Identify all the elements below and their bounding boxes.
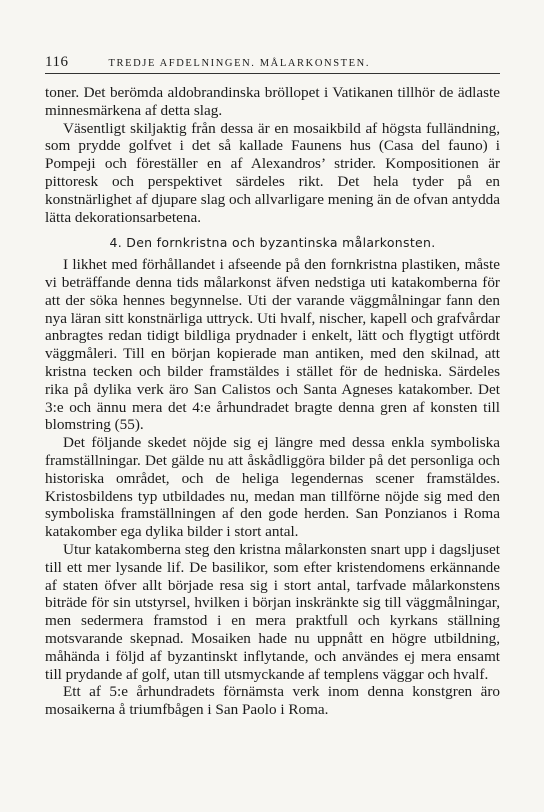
paragraph-continued: toner. Det berömda aldobrandinska bröllopet i Vatikanen tillhör de ädlaste minnesmärkena af detta slag. [45, 84, 500, 119]
paragraph: Väsentligt skiljaktig från dessa är en mosaikbild af högsta fulländning, som prydde golfvet i det så kallade Faunens hus (Casa del fauno) i Pompeji och föreställer en af Alexandros’ strider. Kompositionen är pittoresk och perspektivet särdeles rikt. Det hela tyder på en konstnärlighet af djupare slag och allvarligare mening än de ofvan antydda lätta dekorationsarbetena. [45, 119, 500, 226]
section-heading: 4. Den fornkristna och byzantinska målarkonsten. [109, 235, 436, 251]
page-body [45, 84, 500, 719]
paragraph: Utur katakomberna steg den kristna målarkonsten snart upp i dagsljuset till ett mer lysande lif. De basilikor, som efter kristendomens erkännande af staten öfver allt började resa sig i stort antal, tarfvade målarkonstens biträde för sin utstyrsel, hvilken i början inskränkte sig till väggmålningar, men sedermera framstod i en mera praktfull och kyrkans ställning motsvarande skepnad. Mosaiken hade nu uppnått en högre utbildning, måhända i följd af byzantinskt inflytande, och användes ej mera ensamt till prydande af golf, utan till utsmyckande af templens väggar och hvalf. [45, 540, 500, 683]
running-head: TREDJE AFDELNINGEN. MÅLARKONSTEN. [108, 58, 371, 69]
page-number: 116 [45, 54, 69, 70]
page-header [45, 54, 500, 71]
paragraph: Det följande skedet nöjde sig ej längre med dessa enkla symboliska framställningar. Det gälde nu att åskådliggöra bilder på det personliga och historiska området, och de heliga legendernas scener framstäldes. Kristosbildens typ utbildades nu, medan man tillförne nöjde sig med den symboliska framställningen af den gode herden. San Ponzianos i Roma katakomber ega dylika bilder i stort antal. [45, 434, 500, 541]
paragraph: I likhet med förhållandet i afseende på den fornkristna plastiken, måste vi beträffande denna tids målarkonst äfven nedstiga uti katakomberna för att der söka hennes begynnelse. Uti der varande väggmålningar fann den nya läran sitt konstnärliga uttryck. Uti hvalf, nischer, kapell och grafvårdar anbragtes redan tidigt bildliga prydnader i enkelt, lätt och flygtigt utfördt väggmåleri. Till en början kopierade man antiken, med den skilnad, att kristna tecken och bilder framstäldes i stället för de hedniska. Särdeles rika på dylika verk äro San Calistos och Santa Agneses katakomber. Det 3:e och ännu mera det 4:e århundradet bragte denna gren af konsten till blomstring (55). [45, 256, 500, 434]
paragraph: Ett af 5:e århundradets förnämsta verk inom denna konstgren äro mosaikerna å triumfbågen i San Paolo i Roma. [45, 683, 500, 719]
header-rule [45, 73, 500, 74]
